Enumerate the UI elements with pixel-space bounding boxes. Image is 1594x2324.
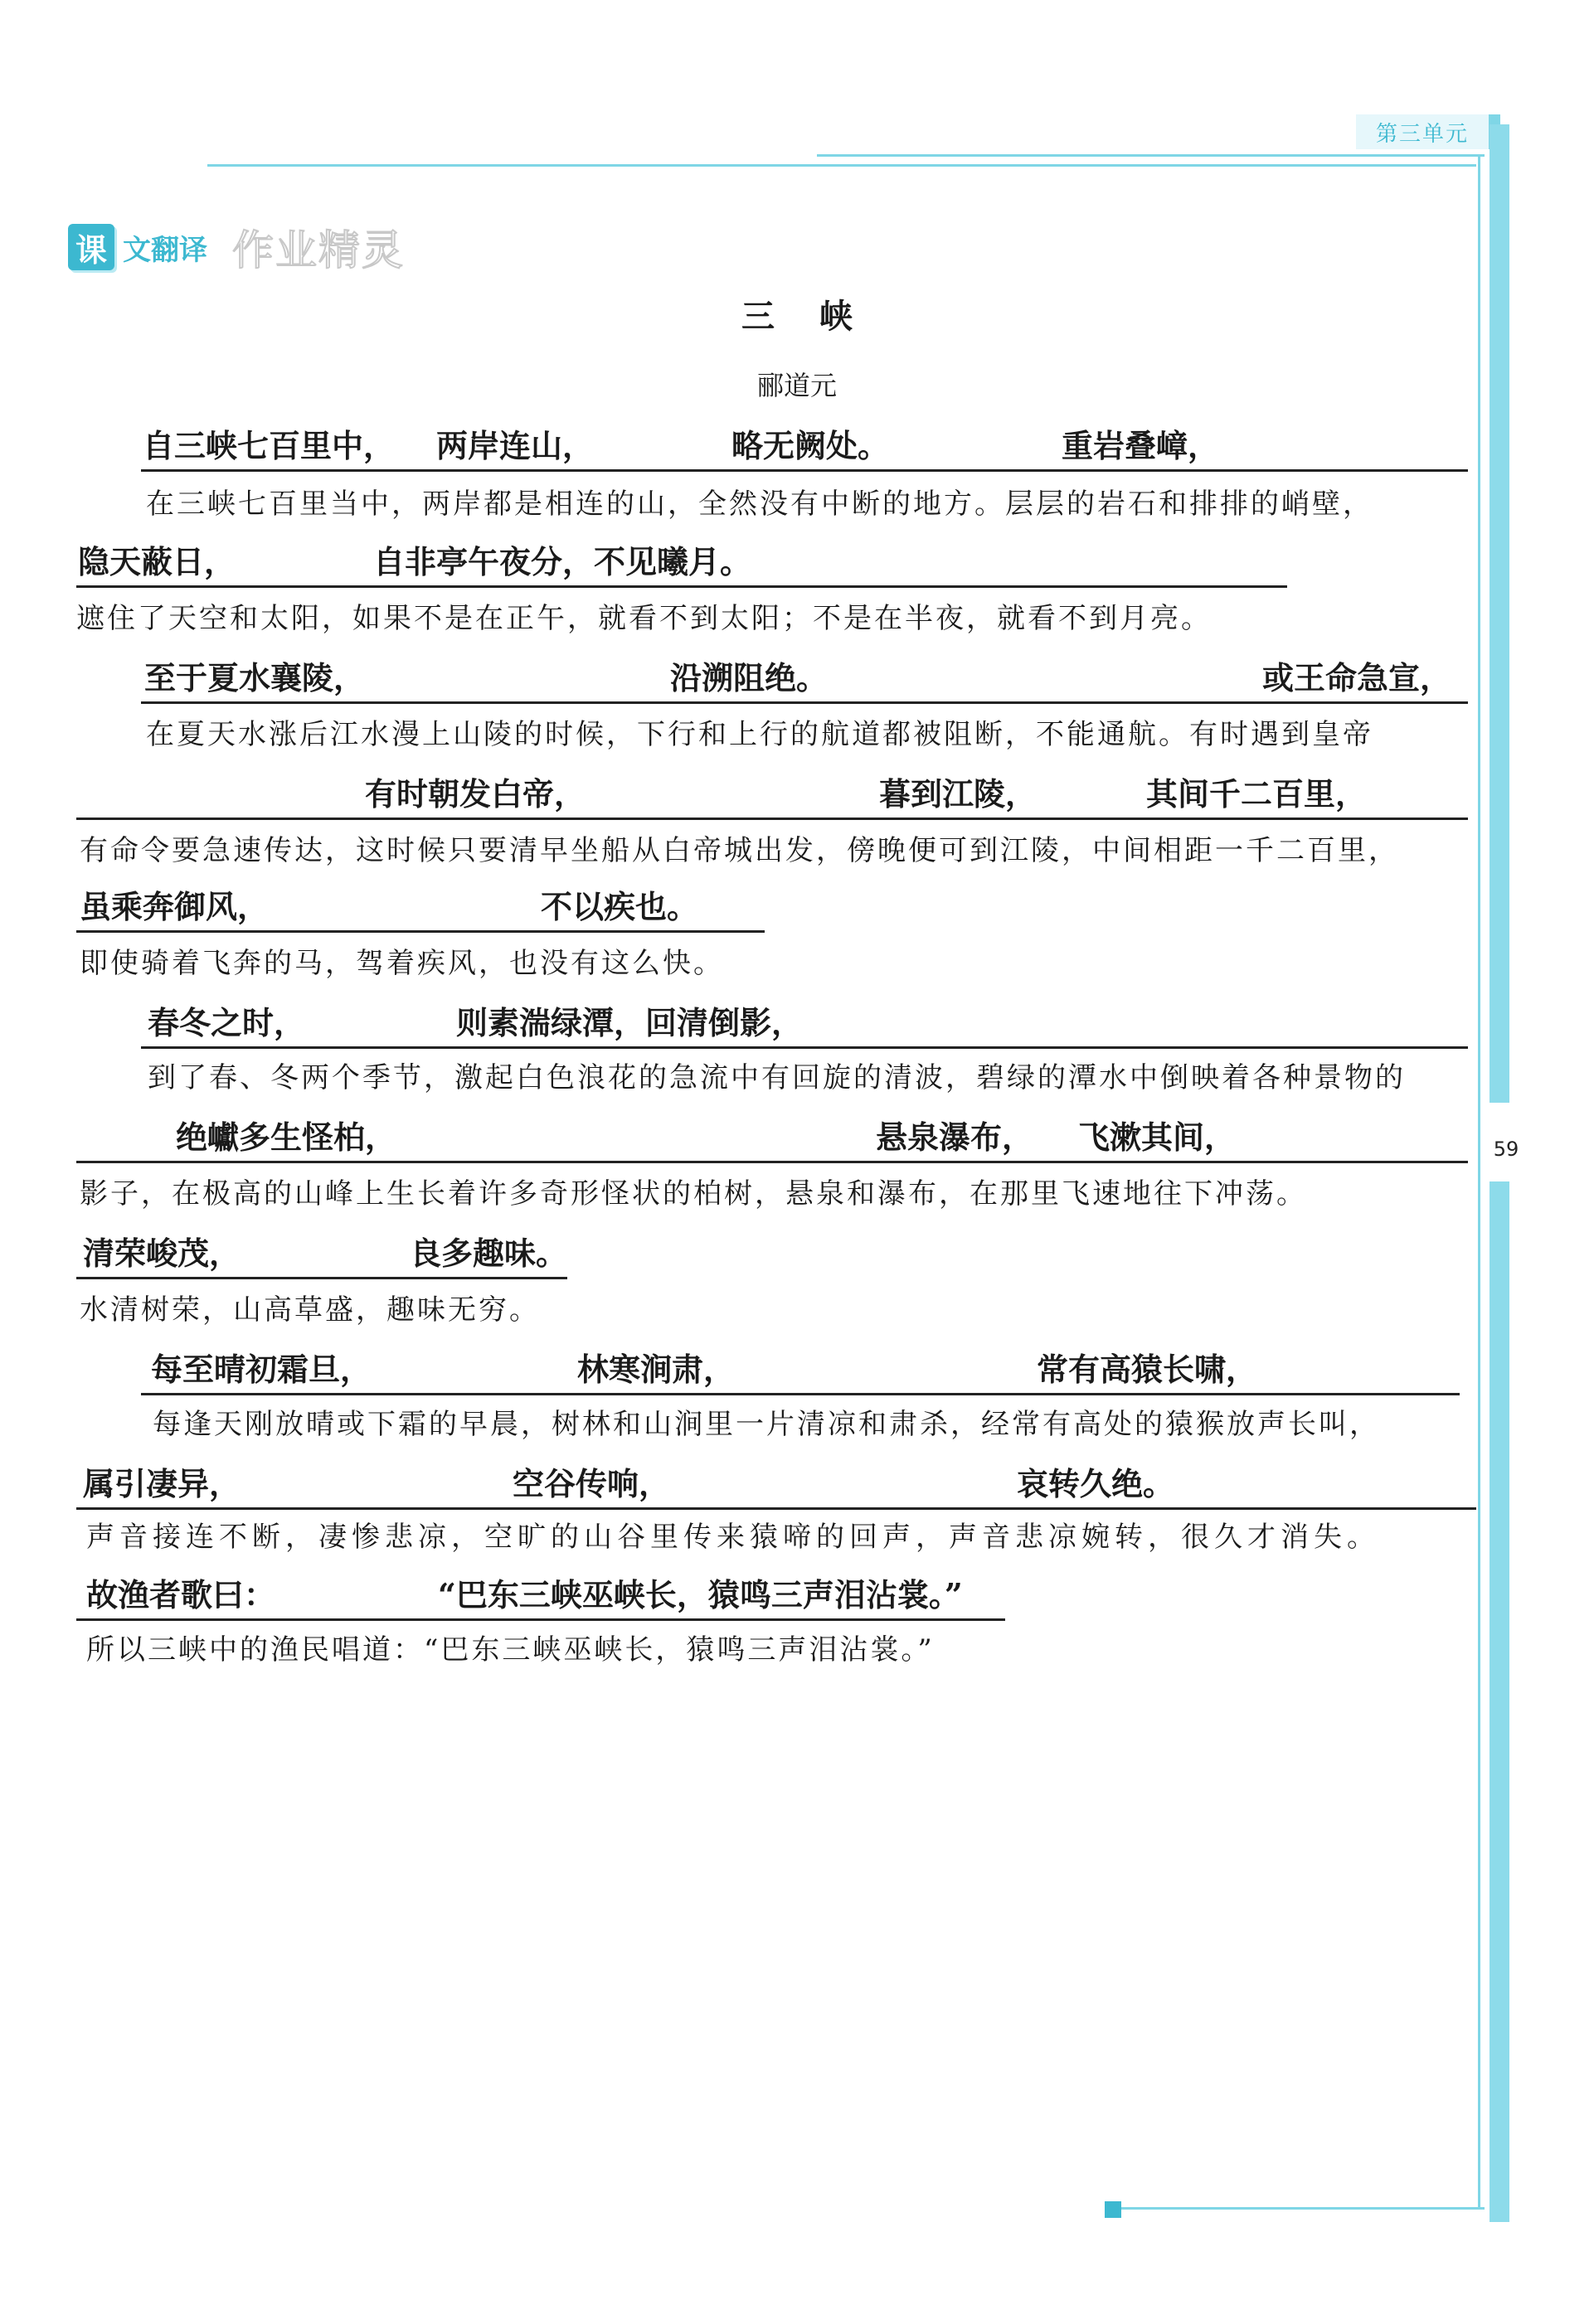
original-segment: 暮到江陵， (879, 775, 1038, 813)
original-segment: 则素湍绿潭，回清倒影， (456, 1004, 804, 1041)
original-line (76, 1230, 567, 1279)
translation-line: 遮住了天空和太阳，如果不是在正午，就看不到太阳；不是在半夜，就看不到月亮。 (76, 602, 1212, 635)
original-line (76, 1461, 1476, 1510)
translation-line: 所以三峡中的渔民唱道：“巴东三峡巫峡长，猿鸣三声泪沾裳。” (86, 1633, 935, 1667)
top-rule-right (817, 154, 1485, 157)
original-segment: 虽乘奔御风， (80, 888, 270, 925)
section-badge: 课 (68, 224, 114, 270)
section-header (68, 217, 405, 277)
page-title: 三 峡 (741, 298, 869, 336)
translation-line: 影子，在极高的山峰上生长着许多奇形怪状的柏树，悬泉和瀑布，在那里飞速地往下冲荡。 (80, 1177, 1307, 1211)
translation-line: 每逢天刚放晴或下霜的早晨，树林和山涧里一片清凉和肃杀，经常有高处的猿猴放声长叫， (153, 1408, 1380, 1441)
original-line (141, 1346, 1460, 1395)
translation-line: 在三峡七百里当中，两岸都是相连的山，全然没有中断的地方。层层的岩石和排排的峭壁， (146, 488, 1373, 521)
translation-line: 有命令要急速传达，这时候只要清早坐船从白帝城出发，傍晚便可到江陵，中间相距一千二百里， (80, 834, 1399, 867)
translation-line: 到了春、冬两个季节，激起白色浪花的急流中有回旋的清波，碧绿的潭水中倒映着各种景物的 (148, 1061, 1406, 1094)
original-segment: 清荣峻茂， (83, 1235, 241, 1272)
original-segment: 属引凄异， (83, 1465, 241, 1502)
unit-tag: 第三单元 (1356, 114, 1500, 149)
original-segment: 悬泉瀑布， (876, 1118, 1034, 1156)
corner-marker (1105, 2201, 1121, 2218)
side-bar-upper (1490, 124, 1509, 1103)
translation-line: 水清树荣，山高草盛，趣味无穷。 (80, 1293, 540, 1327)
original-segment: 略无阙处。 (731, 427, 890, 464)
original-segment: 不以疾也。 (541, 888, 699, 925)
original-line (76, 771, 1468, 820)
original-segment: 沿溯阻绝。 (670, 659, 829, 696)
original-segment: 自非亭午夜分，不见曦月。 (373, 543, 752, 580)
original-segment: 飞漱其间， (1078, 1118, 1237, 1156)
translation-line: 即使骑着飞奔的马，驾着疾风，也没有这么快。 (80, 947, 724, 980)
section-label: 文翻译 (123, 233, 207, 267)
watermark: 作业精灵 (232, 226, 405, 274)
original-segment: 故渔者歌曰： (86, 1576, 276, 1613)
page-number: 59 (1493, 1138, 1519, 1161)
original-segment: 隐天蔽日， (78, 543, 236, 580)
original-line (141, 423, 1468, 472)
original-line (141, 655, 1468, 704)
original-segment: 两岸连山， (436, 427, 595, 464)
original-line (76, 539, 1287, 588)
original-segment: 常有高猿长啸， (1037, 1351, 1258, 1388)
bottom-rule (1115, 2207, 1485, 2210)
translation-line: 在夏天水涨后江水漫上山陵的时候，下行和上行的航道都被阻断，不能通航。有时遇到皇帝 (146, 718, 1373, 751)
original-segment: 其间千二百里， (1146, 775, 1368, 813)
original-segment: 或王命急宣， (1262, 659, 1452, 696)
original-segment: 良多趣味。 (410, 1235, 568, 1272)
original-line (76, 884, 765, 933)
original-segment: 至于夏水襄陵， (144, 659, 366, 696)
side-bar-lower (1490, 1181, 1509, 2222)
original-segment: 重岩叠嶂， (1062, 427, 1220, 464)
original-segment: 每至晴初霜旦， (151, 1351, 372, 1388)
translation-line: 声音接连不断，凄惨悲凉，空旷的山谷里传来猿啼的回声，声音悲凉婉转，很久才消失。 (86, 1521, 1380, 1554)
original-segment: 空谷传响， (513, 1465, 671, 1502)
original-line (76, 1572, 1005, 1621)
author: 郦道元 (756, 370, 837, 401)
original-segment: 有时朝发白帝， (365, 775, 586, 813)
original-segment: 自三峡七百里中， (143, 427, 396, 464)
original-segment: 林寒涧肃， (577, 1351, 736, 1388)
original-segment: 绝巘多生怪柏， (176, 1118, 397, 1156)
original-segment: “巴东三峡巫峡长，猿鸣三声泪沾裳。” (438, 1576, 963, 1613)
original-segment: 春冬之时， (148, 1004, 306, 1041)
top-rule-left (207, 164, 1476, 167)
right-frame-line (1478, 154, 1480, 2209)
original-line (141, 1000, 1468, 1049)
original-segment: 哀转久绝。 (1017, 1465, 1175, 1502)
original-line (76, 1114, 1468, 1163)
